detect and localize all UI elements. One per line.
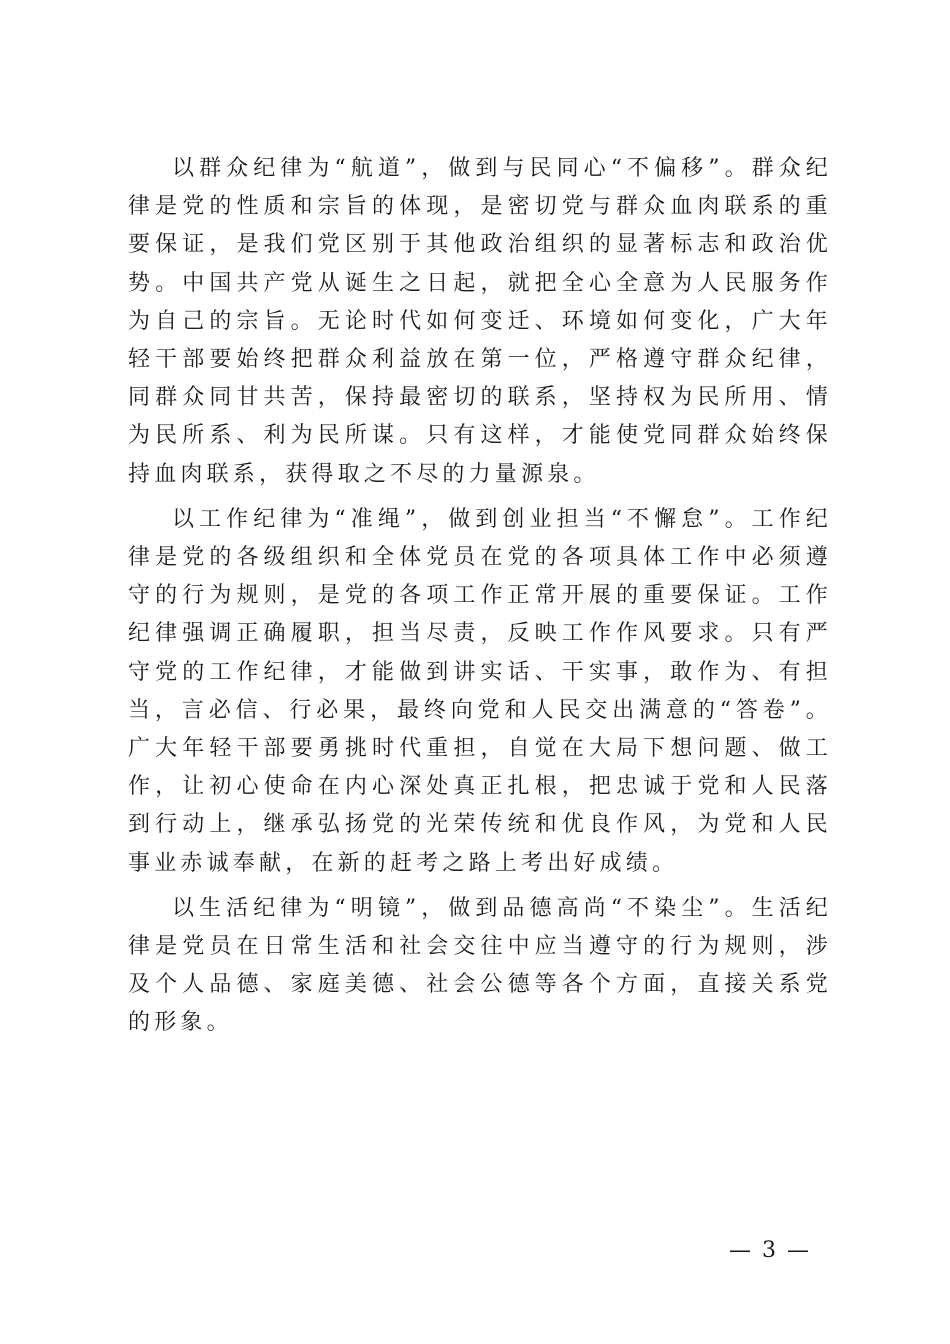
body-text — [128, 150, 832, 1050]
paragraph-life-discipline: 以生活纪律为“明镜”，做到品德高尚“不染尘”。生活纪律是党员在日常生活和社会交往中应当遵守的行为规则，涉及个人品德、家庭美德、社会公德等各个方面，直接关系党的形象。 — [128, 895, 832, 1036]
page-number: — 3 — — [729, 1238, 811, 1263]
paragraph-mass-discipline: 以群众纪律为“航道”，做到与民同心“不偏移”。群众纪律是党的性质和宗旨的体现，是密切党与群众血肉联系的重要保证，是我们党区别于其他政治组织的显著标志和政治优势。中国共产党从诞生之日起，就把全心全意为人民服务作为自己的宗旨。无论时代如何变迁、环境如何变化，广大年轻干部要始终把群众利益放在第一位，严格遵守群众纪律，同群众同甘共苦，保持最密切的联系，坚持权为民所用、情为民所系、利为民所谋。只有这样，才能使党同群众始终保持血肉联系，获得取之不尽的力量源泉。 — [128, 156, 832, 487]
paragraph-work-discipline: 以工作纪律为“准绳”，做到创业担当“不懈怠”。工作纪律是党的各级组织和全体党员在党的各项具体工作中必须遵守的行为规则，是党的各项工作正常开展的重要保证。工作纪律强调正确履职，担当尽责，反映工作作风要求。只有严守党的工作纪律，才能做到讲实话、干实事，敢作为、有担当，言必信、行必果，最终向党和人民交出满意的“答卷”。广大年轻干部要勇挑时代重担，自觉在大局下想问题、做工作，让初心使命在内心深处真正扎根，把忠诚于党和人民落到行动上，继承弘扬党的光荣传统和优良作风，为党和人民事业赤诚奉献，在新的赶考之路上考出好成绩。 — [128, 506, 832, 876]
